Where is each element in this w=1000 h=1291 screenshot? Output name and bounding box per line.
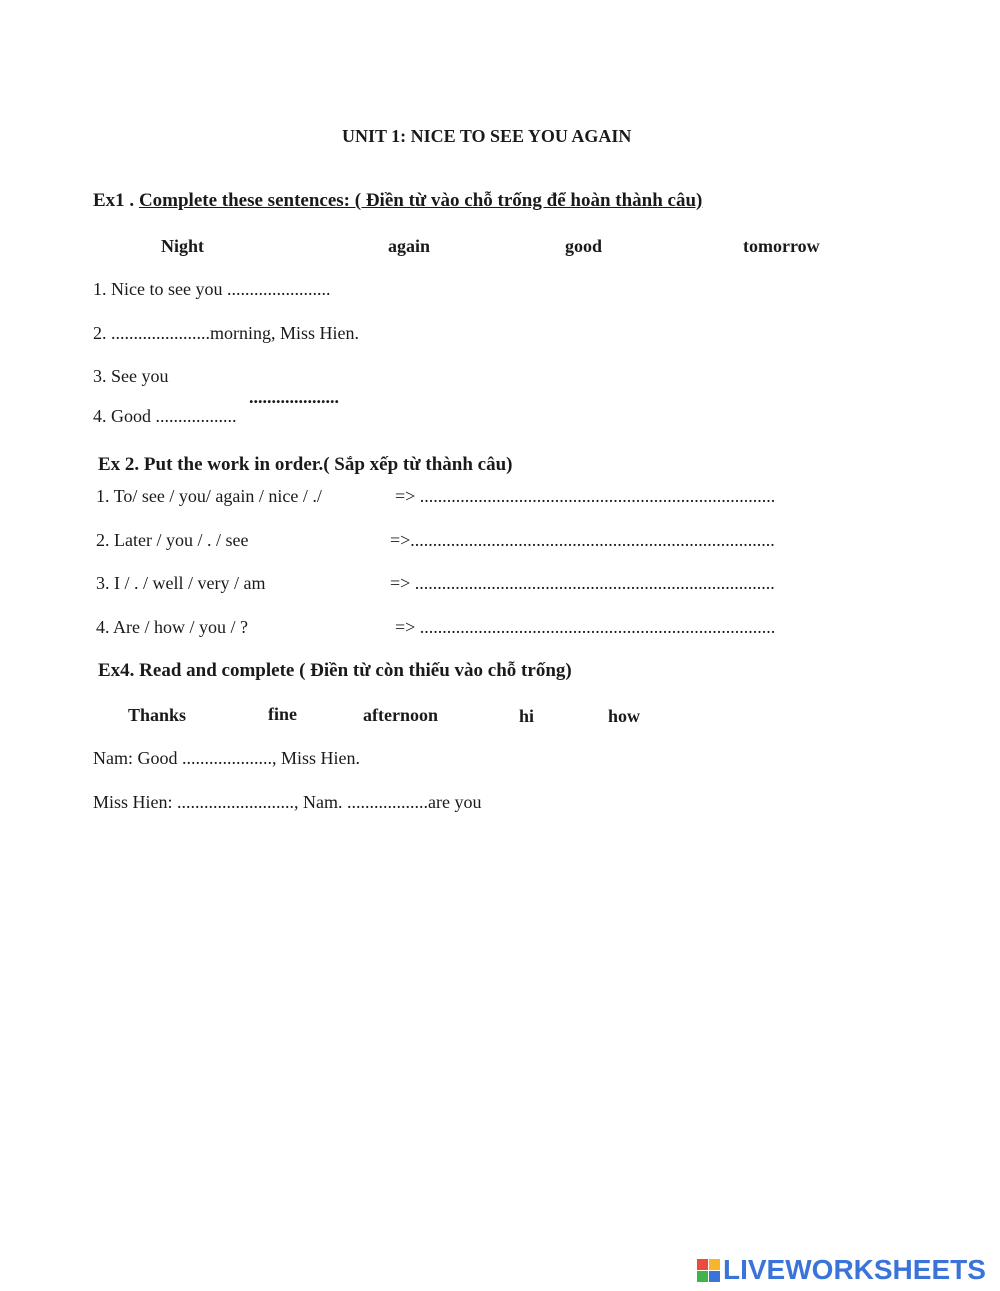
ex2-heading: Ex 2. Put the work in order.( Sắp xếp từ thành câu) xyxy=(98,454,513,475)
ex1-item-2[interactable]: 2. ......................morning, Miss Hien. xyxy=(93,323,360,343)
ex2-prompt-4: 4. Are / how / you / ? xyxy=(96,617,248,637)
ex1-item-4[interactable]: 4. Good .................. xyxy=(93,406,237,426)
ex1-item-1[interactable]: 1. Nice to see you ....................... xyxy=(93,279,331,299)
ex1-label: Ex1 . xyxy=(93,190,139,211)
ex1-word-night: Night xyxy=(161,236,205,256)
ex4-word-thanks: Thanks xyxy=(128,705,187,725)
ex2-answer-3[interactable]: => ................................................................................ xyxy=(390,573,775,593)
ex4-heading: Ex4. Read and complete ( Điền từ còn thiếu vào chỗ trống) xyxy=(98,660,572,681)
ex2-prompt-2: 2. Later / you / . / see xyxy=(96,530,249,550)
ex1-item-3-blank[interactable]: .................... xyxy=(249,387,339,407)
ex4-word-hi: hi xyxy=(519,706,535,726)
ex2-prompt-3: 3. I / . / well / very / am xyxy=(96,573,266,593)
ex2-answer-1[interactable]: => ............................................................................... xyxy=(395,486,776,506)
ex4-word-afternoon: afternoon xyxy=(363,705,438,725)
ex2-answer-2[interactable]: =>................................................................................. xyxy=(390,530,775,550)
ex1-instruction: Complete these sentences: ( Điền từ vào chỗ trống để hoàn thành câu) xyxy=(138,190,703,211)
ex4-word-how: how xyxy=(608,706,641,726)
ex1-heading xyxy=(93,190,702,212)
ex1-word-good: good xyxy=(565,236,603,256)
ex1-word-again: again xyxy=(388,236,431,256)
ex1-item-3[interactable]: 3. See you xyxy=(93,366,169,386)
ex4-word-fine: fine xyxy=(268,704,297,724)
ex2-prompt-1: 1. To/ see / you/ again / nice / ./ xyxy=(96,486,322,506)
ex4-line-1[interactable]: Nam: Good ...................., Miss Hien. xyxy=(93,748,360,768)
logo-text: LIVEWORKSHEETS xyxy=(723,1254,986,1285)
page-title: UNIT 1: NICE TO SEE YOU AGAIN xyxy=(342,126,632,146)
logo-blocks-icon xyxy=(697,1259,720,1282)
ex2-answer-4[interactable]: => ............................................................................... xyxy=(395,617,776,637)
ex4-line-2[interactable]: Miss Hien: .........................., Nam. ..................are you xyxy=(93,792,482,812)
liveworksheets-logo xyxy=(697,1255,986,1285)
ex1-word-tomorrow: tomorrow xyxy=(743,236,820,256)
